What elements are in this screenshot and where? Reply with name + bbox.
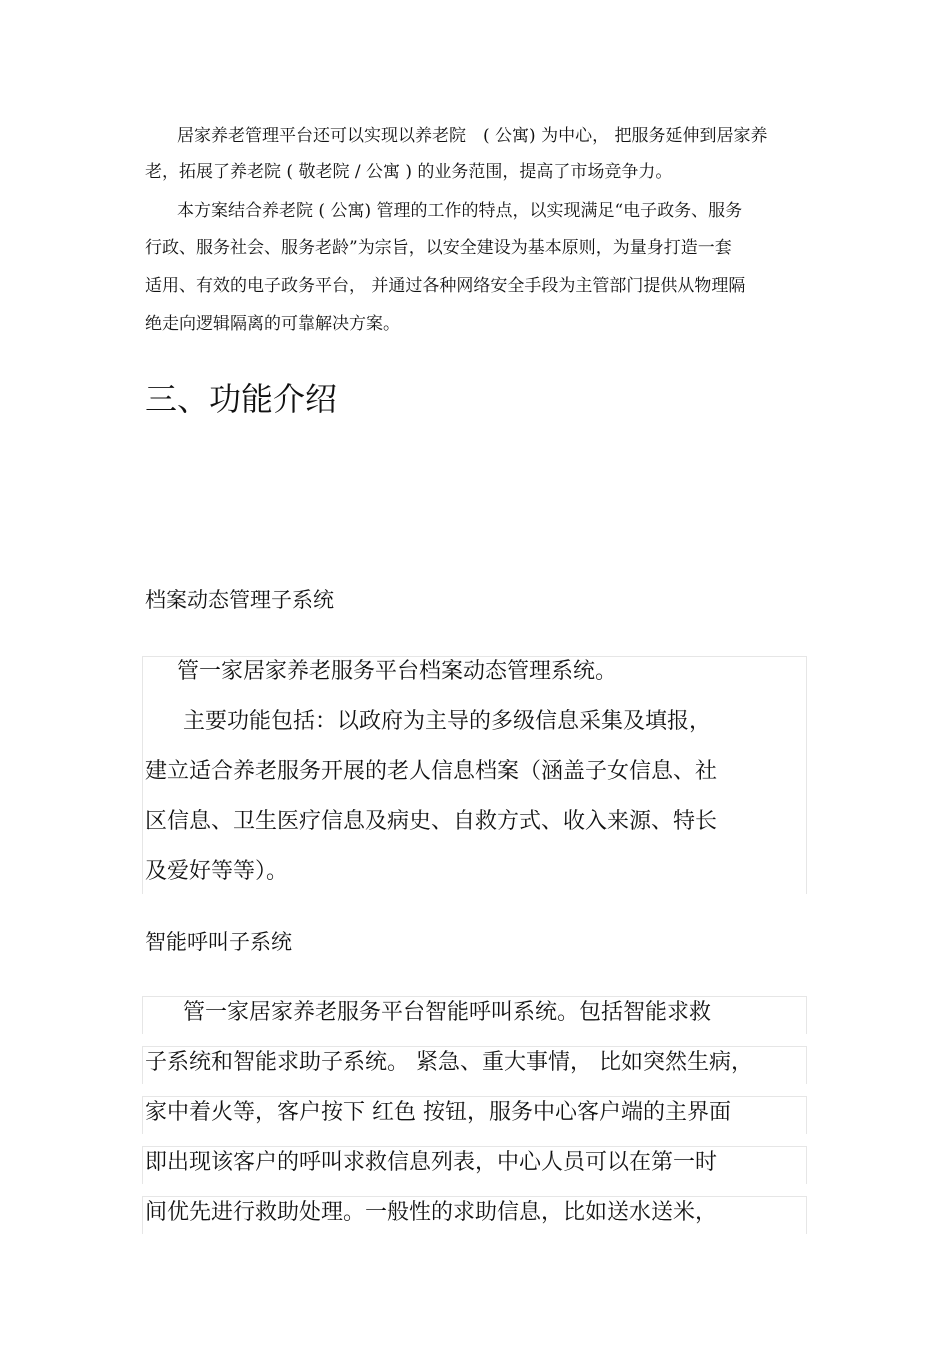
intro-paragraph2-line3: 适用、有效的电子政务平台， 并通过各种网络安全手段为主管部门提供从物理隔 — [145, 276, 746, 296]
intro-paragraph1-line1: 居家养老管理平台还可以实现以养老院 ( 公寓) 为中心， 把服务延伸到居家养 — [177, 126, 768, 146]
call-line4: 即出现该客户的呼叫求救信息列表，中心人员可以在第一时 — [145, 1150, 718, 1175]
archive-title: 档案动态管理子系统 — [145, 588, 334, 612]
intro-paragraph2-line2: 行政、服务社会、服务老龄”为宗旨，以安全建设为基本原则，为量身打造一套 — [145, 238, 732, 258]
archive-line4: 区信息、卫生医疗信息及病史、自救方式、收入来源、特长 — [145, 809, 718, 834]
archive-line3: 建立适合养老服务开展的老人信息档案（涵盖子女信息、社 — [145, 759, 718, 784]
section-heading: 三、功能介绍 — [145, 380, 338, 418]
call-line2: 子系统和智能求助子系统。 紧急、重大事情， 比如突然生病， — [145, 1050, 753, 1075]
archive-line2: 主要功能包括：以政府为主导的多级信息采集及填报， — [183, 709, 712, 734]
archive-line5: 及爱好等等）。 — [145, 859, 289, 884]
intro-paragraph2-line4: 绝走向逻辑隔离的可靠解决方案。 — [145, 314, 400, 334]
call-line1: 管一家居家养老服务平台智能呼叫系统。包括智能求救 — [183, 1000, 712, 1025]
intro-paragraph2-line1: 本方案结合养老院 ( 公寓) 管理的工作的特点，以实现满足“电子政务、服务 — [177, 201, 743, 221]
call-line3: 家中着火等，客户按下 红色 按钮，服务中心客户端的主界面 — [145, 1100, 731, 1125]
intro-paragraph1-line2: 老，拓展了养老院 ( 敬老院 / 公寓 ) 的业务范围，提高了市场竞争力。 — [145, 162, 673, 182]
call-line5: 间优先进行救助处理。一般性的求助信息，比如送水送米， — [145, 1200, 718, 1225]
call-title: 智能呼叫子系统 — [145, 930, 292, 954]
archive-line1: 管一家居家养老服务平台档案动态管理系统。 — [177, 659, 618, 684]
